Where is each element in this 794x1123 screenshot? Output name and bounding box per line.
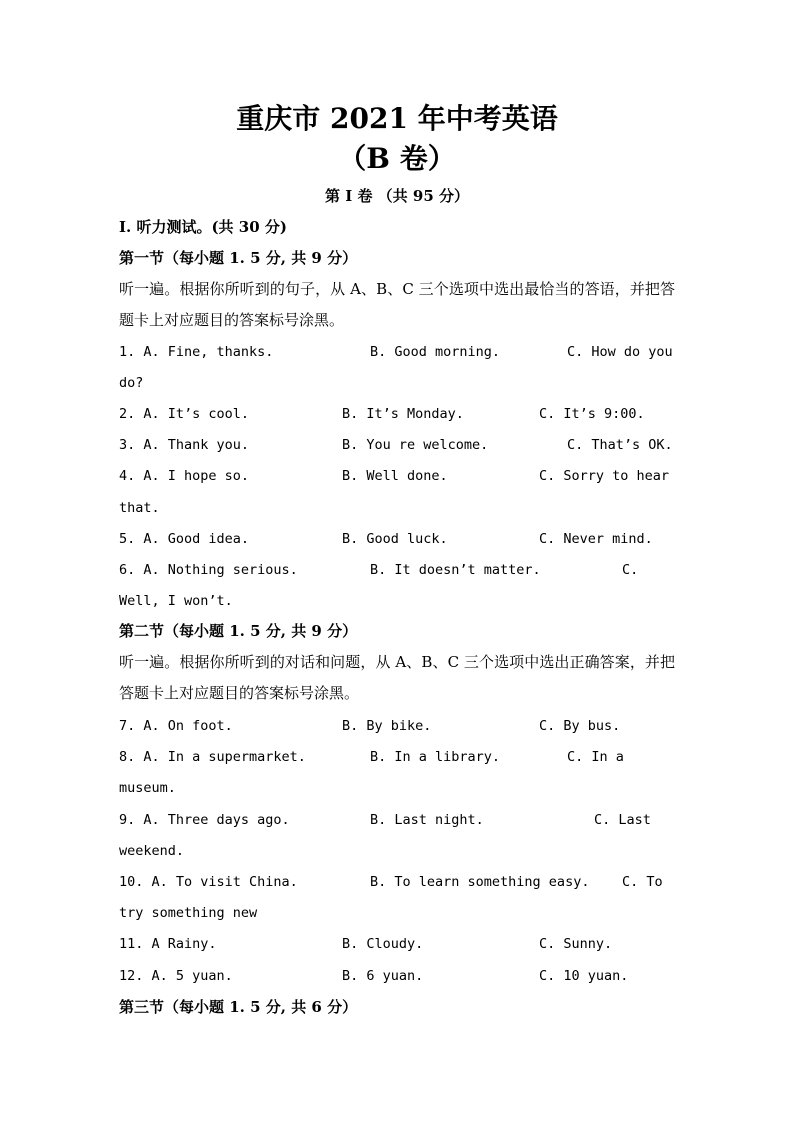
- exam-subtitle: （B 卷）: [338, 142, 456, 175]
- question-row: [119, 716, 675, 736]
- option-c: C. In a: [567, 749, 624, 765]
- question-row: [119, 872, 675, 892]
- question-row: [119, 404, 675, 424]
- option-continuation: weekend.: [119, 843, 185, 859]
- section1-heading: 第一节（每小题 1. 5 分, 共 9 分）: [119, 249, 358, 267]
- option-a: 7. A. On foot.: [119, 718, 233, 734]
- question-row: [119, 934, 675, 954]
- option-b: B. It doesn’t matter.: [370, 562, 541, 578]
- option-c: C. It’s 9:00.: [539, 406, 645, 422]
- option-c: C. Sunny.: [539, 936, 613, 952]
- option-c: C. That’s OK.: [567, 437, 673, 453]
- option-c: C. By bus.: [539, 718, 621, 734]
- option-b: B. Good morning.: [370, 344, 501, 360]
- question-row: [119, 342, 675, 362]
- part-heading-listening: I. 听力测试。(共 30 分): [119, 218, 287, 236]
- option-a: 4. A. I hope so.: [119, 468, 250, 484]
- option-a: 6. A. Nothing serious.: [119, 562, 298, 578]
- option-a: 11. A Rainy.: [119, 936, 217, 952]
- question-row: [119, 529, 675, 549]
- volume-title: 第 I 卷 （共 95 分）: [324, 187, 469, 205]
- option-c: C. Never mind.: [539, 531, 653, 547]
- option-c: C. 10 yuan.: [539, 968, 629, 984]
- option-continuation: try something new: [119, 905, 258, 921]
- option-a: 5. A. Good idea.: [119, 531, 250, 547]
- section3-heading: 第三节（每小题 1. 5 分, 共 6 分）: [119, 998, 358, 1016]
- option-a: 1. A. Fine, thanks.: [119, 344, 274, 360]
- section2-heading: 第二节（每小题 1. 5 分, 共 9 分）: [119, 622, 358, 640]
- section1-instruction: 听一遍。根据你所听到的句子，从 A、B、C 三个选项中选出最恰当的答语，并把答题卡上对应题目的答案标号涂黑。: [119, 280, 675, 329]
- option-a: 3. A. Thank you.: [119, 437, 250, 453]
- question-row: [119, 966, 675, 986]
- option-continuation: Well, I won’t.: [119, 593, 233, 609]
- option-a: 10. A. To visit China.: [119, 874, 298, 890]
- option-c: C.: [622, 562, 639, 578]
- option-b: B. Good luck.: [342, 531, 448, 547]
- question-row: [119, 560, 675, 580]
- option-continuation: do?: [119, 375, 144, 391]
- question-row: [119, 466, 675, 486]
- option-continuation: museum.: [119, 780, 176, 796]
- option-b: B. You re welcome.: [342, 437, 489, 453]
- option-b: B. To learn something easy.: [370, 874, 590, 890]
- option-b: B. Cloudy.: [342, 936, 424, 952]
- section2-instruction: 听一遍。根据你所听到的对话和问题，从 A、B、C 三个选项中选出正确答案，并把答题卡上对应题目的答案标号涂黑。: [119, 653, 675, 702]
- option-b: B. Well done.: [342, 468, 448, 484]
- option-c: C. Last: [594, 812, 651, 828]
- option-b: B. Last night.: [370, 812, 484, 828]
- option-c: C. Sorry to hear: [539, 468, 670, 484]
- exam-title: 重庆市 2021 年中考英语: [236, 102, 558, 135]
- option-c: C. To: [622, 874, 663, 890]
- option-b: B. By bike.: [342, 718, 432, 734]
- option-a: 9. A. Three days ago.: [119, 812, 290, 828]
- option-continuation: that.: [119, 500, 160, 516]
- option-a: 2. A. It’s cool.: [119, 406, 250, 422]
- question-row: [119, 810, 675, 830]
- option-a: 8. A. In a supermarket.: [119, 749, 306, 765]
- option-c: C. How do you: [567, 344, 673, 360]
- option-b: B. 6 yuan.: [342, 968, 424, 984]
- option-a: 12. A. 5 yuan.: [119, 968, 233, 984]
- question-row: [119, 747, 675, 767]
- question-row: [119, 435, 675, 455]
- option-b: B. In a library.: [370, 749, 501, 765]
- option-b: B. It’s Monday.: [342, 406, 464, 422]
